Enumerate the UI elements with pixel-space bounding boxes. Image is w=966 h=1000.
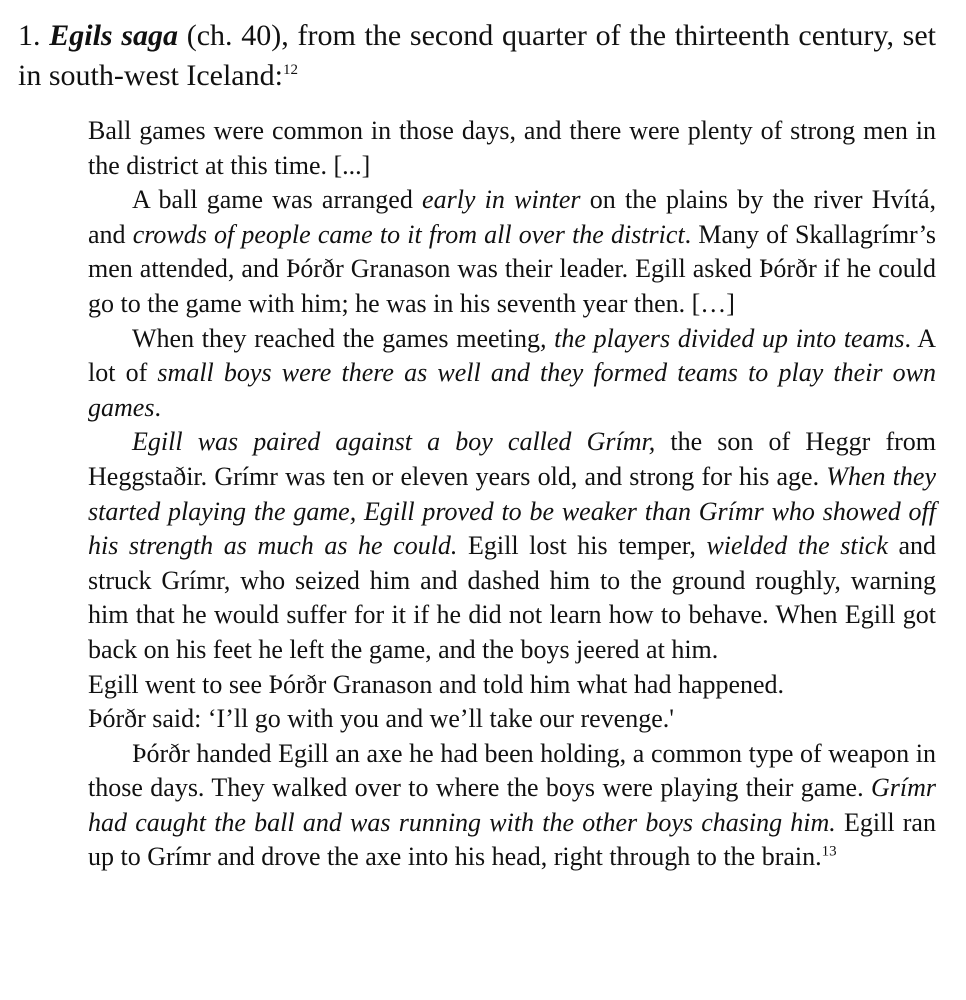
text-run: When they reached the games meeting <box>132 323 540 353</box>
text-run: Ball games were common in those days, and there were plenty of strong men in the district at this time. [...] <box>88 116 936 180</box>
footnote-marker: 13 <box>821 843 837 860</box>
quote-paragraph <box>88 114 936 183</box>
italic-text: , the players divided up into teams <box>539 323 905 353</box>
quote-paragraph <box>88 322 936 426</box>
text-run: Þórðr handed Egill an axe he had been holding, a common type of weapon in those days. They walked over to where the boys were playing their game. <box>88 738 936 803</box>
italic-text: small boys were there as well and they formed teams to play their own games <box>88 358 936 422</box>
saga-title: Egils saga <box>49 19 178 52</box>
italic-text: When they started playing the game, Egill proved to be weaker than Grímr who showed off his strength as much as he could. <box>88 461 936 561</box>
text-run: Egill lost his temper, <box>457 531 707 561</box>
text-run: on the plains by the river Hvítá, and <box>88 185 936 249</box>
italic-text: crowds of people came to it from all over the district <box>132 219 685 249</box>
section-heading <box>18 16 936 96</box>
text-run: . Many of Skallagrímr’s men attended, and Þórðr Granason was their leader. Egill asked Þórðr if he could go to the game with him; he was in his seventh year then. […] <box>88 219 937 318</box>
text-run: Egill ran up to Grímr and drove the axe into his head, right through to the brain. <box>88 807 936 872</box>
heading-description: (ch. 40), from the second quarter of the thirteenth century, set in south-west Iceland: <box>18 19 936 92</box>
footnote-marker: 12 <box>282 62 298 78</box>
quote-paragraph <box>88 702 936 737</box>
text-run: Þórðr said: ‘I’ll go with you and we’ll take our revenge.' <box>88 704 674 734</box>
italic-text: wielded the stick <box>706 531 888 561</box>
quote-paragraph <box>88 183 936 321</box>
text-run: Egill went to see Þórðr Granason and told him what had happened. <box>88 669 785 699</box>
block-quote <box>88 96 936 875</box>
item-number: 1. <box>18 19 41 52</box>
text-run: . A lot of <box>88 323 937 388</box>
text-run: and struck Grímr, who seized him and dashed him to the ground roughly, warning him that he would suffer for it if he did not learn how to behave. When Egill got back on his feet he left the game, and the boys jeered at him. <box>88 531 936 664</box>
text-run: A ball game was arranged <box>132 185 423 215</box>
italic-text: Grímr had caught the ball and was running with the other boys chasing him. <box>88 773 936 837</box>
italic-text: Egill was paired against a boy called Grímr, <box>132 427 656 457</box>
quote-paragraph <box>88 737 936 875</box>
quote-paragraph <box>88 425 936 667</box>
quote-paragraph <box>88 668 936 703</box>
text-run: the son of Heggr from Heggstaðir. Grímr was ten or eleven years old, and strong for his age. <box>88 427 936 491</box>
text-run: . <box>154 392 161 422</box>
italic-text: early in winter <box>422 185 581 215</box>
